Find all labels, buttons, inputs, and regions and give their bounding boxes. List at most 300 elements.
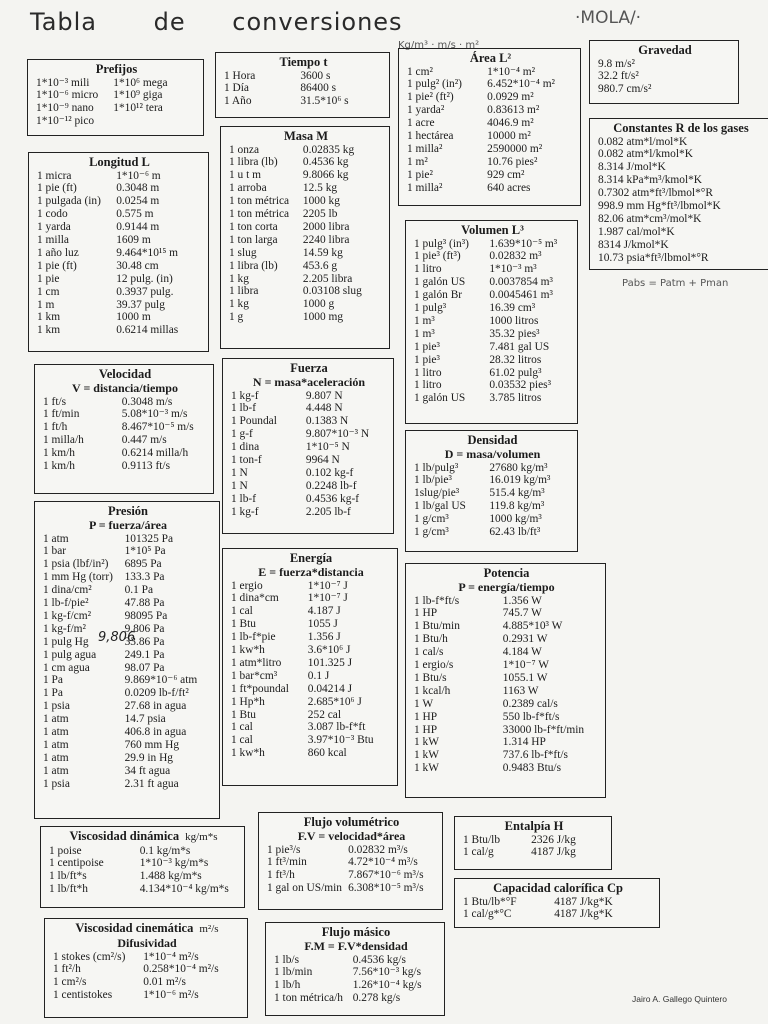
- unit-label: 1 ft/min: [43, 408, 80, 421]
- cap-cal-box: [454, 878, 660, 928]
- unit-label: 1 galón US: [414, 392, 466, 405]
- unit-label: 1 HP: [414, 607, 438, 620]
- table-row: [407, 130, 574, 143]
- table-row: [414, 250, 571, 263]
- unit-value: 8.467*10⁻⁵ m/s: [121, 421, 194, 434]
- unit-label: 1*10⁻⁶ micro: [36, 89, 99, 102]
- unit-value: 12 pulg. (in): [116, 272, 173, 285]
- unit-label: 1 poise: [49, 844, 82, 857]
- unit-value: 1.639*10⁻⁵ m³: [489, 237, 558, 250]
- unit-label: 1 N: [231, 466, 248, 479]
- table-row: [43, 421, 207, 434]
- unit-value: 0.4536 kg-f: [305, 492, 360, 505]
- unit-label: 1 pie²: [407, 168, 433, 181]
- unit-value: 1*10⁻⁵ N: [305, 441, 350, 454]
- unit-label: 1 ton métrica/h: [274, 992, 343, 1005]
- table-row: [224, 95, 383, 108]
- table-row: [37, 260, 202, 273]
- table-row: [414, 711, 599, 724]
- unit-label: 1 Pa: [43, 674, 63, 687]
- table-row: [414, 526, 571, 539]
- unit-value: 3.087 lb-f*ft: [307, 721, 366, 734]
- table-row: [231, 402, 387, 415]
- table-row: [229, 195, 383, 208]
- table-row: [267, 844, 436, 857]
- table-row: [229, 234, 383, 247]
- unit-value: 62.43 lb/ft³: [489, 526, 541, 539]
- masa-rows: [229, 144, 383, 325]
- unit-label: 1 ft*poundal: [231, 682, 289, 695]
- unit-value: 4.184 W: [502, 646, 542, 659]
- unit-label: 1 arroba: [229, 182, 267, 195]
- unit-label: 1 ergio: [231, 579, 263, 592]
- unit-value: 0.447 m/s: [121, 434, 167, 447]
- table-row: [229, 273, 383, 286]
- table-row: [224, 70, 383, 83]
- unit-value: 0.1383 N: [305, 415, 349, 428]
- densidad-subtitle: D = masa/volumen: [444, 446, 541, 461]
- table-row: [43, 674, 213, 687]
- unit-value: 0.9113 ft/s: [121, 460, 171, 473]
- densidad-box: [405, 430, 578, 552]
- unit-value: 0.575 m: [116, 208, 154, 221]
- visc-din-box: [40, 826, 245, 908]
- table-row: [43, 610, 213, 623]
- unit-label: 1 ft/s: [43, 395, 67, 408]
- table-row: [414, 462, 571, 475]
- unit-label: 1 g-f: [231, 428, 253, 441]
- table-row: [231, 734, 391, 747]
- unit-label: 1 pulg agua: [43, 648, 97, 661]
- table-row: [267, 869, 436, 882]
- table-row: [43, 687, 213, 700]
- table-row: [414, 607, 599, 620]
- unit-value: 133.3 Pa: [124, 571, 165, 584]
- unit-label: 1 pie (ft): [37, 182, 77, 195]
- table-row: [407, 91, 574, 104]
- table-row: [43, 765, 213, 778]
- table-row: [267, 856, 436, 869]
- table-row: [414, 762, 599, 775]
- table-row: [231, 415, 387, 428]
- unit-value: 2240 libra: [302, 233, 350, 246]
- table-row: [414, 354, 571, 367]
- unit-value: 1.356 W: [502, 594, 542, 607]
- table-row: [231, 605, 391, 618]
- unit-value: 1000 g: [302, 298, 335, 311]
- unit-label: 1 kg: [229, 272, 249, 285]
- unit-label: 1 codo: [37, 208, 68, 221]
- unit-value: 98095 Pa: [124, 609, 168, 622]
- table-row: [37, 221, 202, 234]
- table-row: 980.7 cm/s²: [598, 83, 652, 96]
- unit-label: 1 HP: [414, 710, 438, 723]
- unit-label: 1 kW: [414, 762, 439, 775]
- unit-label: 1 Btu/s: [414, 671, 447, 684]
- unit-value: 4.885*10³ W: [502, 620, 563, 633]
- unit-label: 1 psia (lbf/in²): [43, 558, 109, 571]
- unit-label: 1 lb/gal US: [414, 500, 466, 513]
- unit-label: 1 Hp*h: [231, 695, 265, 708]
- unit-value: 0.102 kg-f: [305, 466, 354, 479]
- unit-value: 14.59 kg: [302, 246, 343, 259]
- unit-label: 1 lb/pulg³: [414, 461, 459, 474]
- unit-value: 406.8 in agua: [124, 726, 187, 739]
- flujo-mas-box: [265, 922, 445, 1016]
- table-row: [229, 247, 383, 260]
- unit-label: 1 ton métrica: [229, 195, 290, 208]
- table-row: [37, 182, 202, 195]
- table-row: 0.082 atm*l/kmol*K: [598, 148, 693, 161]
- table-row: [229, 221, 383, 234]
- table-row: [231, 747, 391, 760]
- unit-value: 0.0209 lb-f/ft²: [124, 687, 189, 700]
- table-row: [43, 447, 207, 460]
- unit-label: 1 libra: [229, 285, 259, 298]
- unit-label: 1 cal: [231, 721, 253, 734]
- unit-value: 9.807*10⁻³ N: [305, 428, 370, 441]
- unit-value: 0.1 J: [307, 669, 330, 682]
- entalpia-title: Entalpía H: [504, 819, 564, 833]
- longitud-rows: [37, 170, 202, 338]
- table-row: 8.314 kPa*m³/kmol*K: [598, 174, 703, 187]
- table-row: 8.314 J/mol*K: [598, 161, 666, 174]
- unit-label: 1 ft³/min: [267, 856, 307, 869]
- unit-value: 61.02 pulg³: [489, 366, 542, 379]
- unit-label: 1 dina: [231, 441, 260, 454]
- unit-value: 33.86 Pa: [124, 635, 165, 648]
- unit-value: 0.03532 pies³: [489, 379, 551, 392]
- unit-label: 1 yarda²: [407, 104, 445, 117]
- table-row: [43, 396, 207, 409]
- unit-value: 47.88 Pa: [124, 597, 165, 610]
- unit-value: 3.6*10⁶ J: [307, 644, 351, 657]
- unit-value: 10.76 pies²: [487, 155, 538, 168]
- unit-value: 737.6 lb-f*ft/s: [502, 749, 568, 762]
- table-row: [414, 289, 571, 302]
- unit-label: 1 Btu/h: [414, 633, 448, 646]
- unit-value: 1*10⁹ giga: [113, 89, 163, 102]
- unit-label: 1 dina/cm²: [43, 584, 92, 597]
- unit-label: 1 atm: [43, 532, 69, 545]
- unit-value: 1*10⁶ mega: [113, 76, 168, 89]
- unit-label: 1 psia: [43, 700, 70, 713]
- longitud-box: [28, 152, 209, 352]
- unit-value: 3.97*10⁻³ Btu: [307, 734, 374, 747]
- table-row: [43, 726, 213, 739]
- unit-label: 1 Día: [224, 82, 249, 95]
- table-row: [463, 846, 605, 859]
- velocidad-box: [34, 364, 214, 494]
- unit-label: 1 cm: [37, 285, 60, 298]
- table-row: 8314 J/kmol*K: [598, 238, 669, 251]
- unit-label: 1 ton corta: [229, 220, 278, 233]
- unit-value: 0.2248 lb-f: [305, 479, 357, 492]
- unit-value: 1*10⁻⁶ m: [116, 169, 161, 182]
- table-row: [43, 597, 213, 610]
- table-row: [37, 311, 202, 324]
- unit-value: 1000 mg: [302, 311, 344, 324]
- author-signature: Jairo A. Gallego Quintero: [632, 994, 727, 1004]
- unit-label: 1 pulg Hg: [43, 635, 89, 648]
- table-row: [43, 558, 213, 571]
- unit-label: 1 litro: [414, 263, 442, 276]
- unit-value: 0.0037854 m³: [489, 276, 553, 289]
- unit-value: 2.31 ft agua: [124, 777, 179, 790]
- unit-label: 1*10⁻⁹ nano: [36, 102, 94, 115]
- table-row: 9.8 m/s²: [598, 57, 635, 70]
- unit-label: 1*10⁻³ mili: [36, 76, 90, 89]
- table-row: [274, 992, 438, 1005]
- unit-value: 745.7 W: [502, 607, 542, 620]
- table-row: [267, 882, 436, 895]
- table-row: [229, 156, 383, 169]
- unit-label: 1 mm Hg (torr): [43, 571, 113, 584]
- table-row: [43, 434, 207, 447]
- unit-value: 0.6214 millas: [116, 324, 179, 337]
- table-row: [37, 286, 202, 299]
- table-row: [463, 908, 653, 921]
- fuerza-title: Fuerza: [290, 361, 328, 375]
- unit-label: 1 N: [231, 479, 248, 492]
- tiempo-title: Tiempo t: [279, 55, 328, 69]
- unit-value: 4187 J/kg*K: [554, 895, 613, 908]
- unit-value: 0.6214 milla/h: [121, 447, 189, 460]
- unit-value: 0.3937 pulg.: [116, 285, 174, 298]
- unit-label: 1 kg: [229, 298, 249, 311]
- velocidad-subtitle: V = distancia/tiempo: [72, 380, 178, 395]
- table-row: [414, 698, 599, 711]
- unit-value: 0.03108 slug: [302, 285, 362, 298]
- table-row: [43, 713, 213, 726]
- unit-value: 0.3048 m/s: [121, 395, 173, 408]
- unit-value: 1.488 kg/m*s: [139, 870, 202, 883]
- table-row: [231, 618, 391, 631]
- visc-din-unit: kg/m*s: [185, 831, 218, 843]
- table-row: [37, 299, 202, 312]
- unit-value: 9964 N: [305, 454, 340, 467]
- gases-title: Constantes R de los gases: [613, 121, 749, 135]
- unit-label: 1 milla²: [407, 181, 443, 194]
- unit-value: 1000 kg/m³: [489, 513, 542, 526]
- pressure-handwritten-note: 9,806: [98, 630, 136, 645]
- unit-value: 4.187 J: [307, 605, 341, 618]
- unit-value: 1000 kg: [302, 195, 340, 208]
- unit-label: 1 litro: [414, 379, 442, 392]
- unit-label: 1 lb-f/pie²: [43, 597, 89, 610]
- unit-label: 1*10⁻¹² pico: [36, 115, 95, 128]
- unit-value: 3600 s: [300, 69, 331, 82]
- table-row: [231, 506, 387, 519]
- unit-value: 4187 J/kg*K: [554, 908, 613, 921]
- visc-din-title: [49, 830, 238, 845]
- unit-value: 249.1 Pa: [124, 648, 165, 661]
- unit-label: 1 pie³ (ft³): [414, 250, 461, 263]
- table-row: 0.7302 atm*ft³/lbmol*°R: [598, 187, 713, 200]
- unit-value: 1*10⁻⁷ J: [307, 579, 348, 592]
- unit-value: 0.0045461 m³: [489, 289, 553, 302]
- unit-label: 1 pie: [37, 272, 60, 285]
- unit-label: 1 psia: [43, 777, 70, 790]
- fuerza-box: [222, 358, 394, 534]
- table-row: [53, 951, 241, 964]
- table-row: [229, 311, 383, 324]
- unit-value: 1163 W: [502, 684, 539, 697]
- unit-value: 0.9483 Btu/s: [502, 762, 562, 775]
- table-row: [53, 976, 241, 989]
- table-row: [414, 736, 599, 749]
- table-row: [53, 963, 241, 976]
- unit-value: 1609 m: [116, 234, 151, 247]
- unit-label: 1 slug: [229, 246, 257, 259]
- table-row: [414, 659, 599, 672]
- unit-label: 1 cal: [231, 605, 253, 618]
- unit-value: 3.785 litros: [489, 392, 542, 405]
- unit-value: 9.8066 kg: [302, 169, 349, 182]
- table-row: [274, 954, 438, 967]
- table-row: [231, 493, 387, 506]
- table-row: [414, 620, 599, 633]
- unit-value: 1.314 HP: [502, 736, 546, 749]
- unit-label: 1 onza: [229, 143, 260, 156]
- energia-rows: [231, 580, 391, 761]
- unit-label: 1 kw*h: [231, 644, 265, 657]
- unit-label: 1 kW: [414, 749, 439, 762]
- table-row: [407, 169, 574, 182]
- unit-label: 1 km: [37, 324, 61, 337]
- unit-label: 1 galón US: [414, 276, 466, 289]
- table-row: [229, 260, 383, 273]
- unit-label: 1 bar: [43, 545, 67, 558]
- unit-value: 1*10⁻⁶ m²/s: [143, 989, 199, 1002]
- potencia-title: Potencia: [483, 566, 530, 580]
- table-row: [231, 670, 391, 683]
- table-row: [36, 89, 197, 102]
- unit-value: 0.258*10⁻⁴ m²/s: [143, 963, 219, 976]
- unit-value: 101325 Pa: [124, 532, 174, 545]
- unit-value: 1*10⁻⁴ m²/s: [143, 950, 199, 963]
- unit-value: 453.6 g: [302, 259, 338, 272]
- unit-label: 1 kcal/h: [414, 684, 451, 697]
- unit-label: 1 Btu/lb: [463, 833, 501, 846]
- unit-label: 1 ton larga: [229, 233, 278, 246]
- unit-value: 1000 litros: [489, 314, 539, 327]
- unit-value: 0.1 Pa: [124, 584, 154, 597]
- unit-label: 1 libra (lb): [229, 259, 278, 272]
- table-row: [224, 82, 383, 95]
- unit-value: 1*10⁻⁴ m²: [487, 65, 536, 78]
- prefijos-box: [27, 59, 204, 136]
- unit-value: 0.4536 kg/s: [352, 953, 406, 966]
- unit-label: 1 kw*h: [231, 747, 265, 760]
- unit-value: 0.02832 m³: [489, 250, 542, 263]
- table-row: [43, 649, 213, 662]
- flujo-vol-box: [258, 812, 443, 910]
- unit-label: 1 W: [414, 697, 434, 710]
- unit-label: 1 pie³: [414, 340, 440, 353]
- unit-value: 1*10⁻⁷ J: [307, 592, 348, 605]
- unit-label: 1 ft³/h: [267, 869, 295, 882]
- unit-value: 4.134*10⁻⁴ kg/m*s: [139, 883, 229, 896]
- table-row: [49, 857, 238, 870]
- unit-label: 1 Btu: [231, 708, 257, 721]
- unit-label: 1 pulg³ (in³): [414, 237, 469, 250]
- table-row: [407, 66, 574, 79]
- unit-label: 1 stokes (cm²/s): [53, 950, 126, 963]
- table-row: [407, 117, 574, 130]
- unit-label: 1 lb/ft*h: [49, 883, 88, 896]
- unit-label: 1 lb/min: [274, 966, 313, 979]
- unit-label: 1 pulg³: [414, 302, 447, 315]
- table-row: [37, 234, 202, 247]
- densidad-title: Densidad: [467, 433, 518, 447]
- presion-subtitle: P = fuerza/área: [89, 517, 167, 532]
- prefijos-rows: [36, 77, 197, 129]
- tiempo-rows: [224, 70, 383, 109]
- table-row: [463, 896, 653, 909]
- unit-value: 33000 lb-f*ft/min: [502, 723, 585, 736]
- unit-label: 1 atm: [43, 713, 69, 726]
- unit-label: 1 lb/s: [274, 953, 300, 966]
- table-row: [231, 441, 387, 454]
- unit-label: 1 cm²: [407, 65, 433, 78]
- unit-label: 1 lb/ft*s: [49, 870, 87, 883]
- table-row: [414, 263, 571, 276]
- area-corner-note: Kg/m³ · m/s · m²: [398, 40, 480, 51]
- unit-value: 4.72*10⁻⁴ m³/s: [348, 856, 418, 869]
- unit-label: 1 dina*cm: [231, 592, 279, 605]
- title-word-2: de: [153, 8, 186, 36]
- unit-label: 1 pulg² (in²): [407, 78, 462, 91]
- unit-label: 1 Pa: [43, 687, 63, 700]
- table-row: [407, 143, 574, 156]
- unit-label: 1 lb-f*ft/s: [414, 594, 460, 607]
- unit-value: 1*10¹² tera: [113, 102, 163, 115]
- unit-label: 1 m³: [414, 314, 435, 327]
- unit-value: 860 kcal: [307, 747, 347, 760]
- unit-label: 1 Btu/lb*°F: [463, 895, 517, 908]
- unit-label: 1 g/cm³: [414, 513, 449, 526]
- unit-value: 7.56*10⁻³ kg/s: [352, 966, 422, 979]
- flujo-vol-title: Flujo volumétrico: [303, 815, 400, 829]
- unit-label: 1 pulgada (in): [37, 195, 101, 208]
- top-right-note: ·MOLA/·: [575, 8, 642, 28]
- table-row: [43, 533, 213, 546]
- unit-value: 39.37 pulg: [116, 298, 165, 311]
- unit-value: 2326 J/kg: [531, 833, 576, 846]
- unit-label: 1 ton métrica: [229, 208, 290, 221]
- table-row: [231, 454, 387, 467]
- unit-label: 1 atm: [43, 726, 69, 739]
- unit-label: 1 cm²/s: [53, 976, 87, 989]
- table-row: [407, 156, 574, 169]
- unit-value: 0.02832 m³/s: [348, 843, 408, 856]
- unit-label: 1 lb/pie³: [414, 474, 452, 487]
- table-row: [231, 709, 391, 722]
- table-row: [414, 672, 599, 685]
- table-row: [43, 571, 213, 584]
- visc-cin-subtitle: Difusividad: [117, 935, 177, 950]
- table-row: 32.2 ft/s²: [598, 70, 639, 83]
- unit-value: 7.481 gal US: [489, 340, 550, 353]
- table-row: [231, 696, 391, 709]
- unit-label: 1 cm agua: [43, 661, 90, 674]
- table-row: [414, 328, 571, 341]
- gas-side-note: Pabs = Patm + Pman: [622, 278, 729, 289]
- unit-value: 9.464*10¹⁵ m: [116, 246, 178, 259]
- unit-value: 1*10⁵ Pa: [124, 545, 166, 558]
- unit-value: 0.1 kg/m*s: [139, 844, 191, 857]
